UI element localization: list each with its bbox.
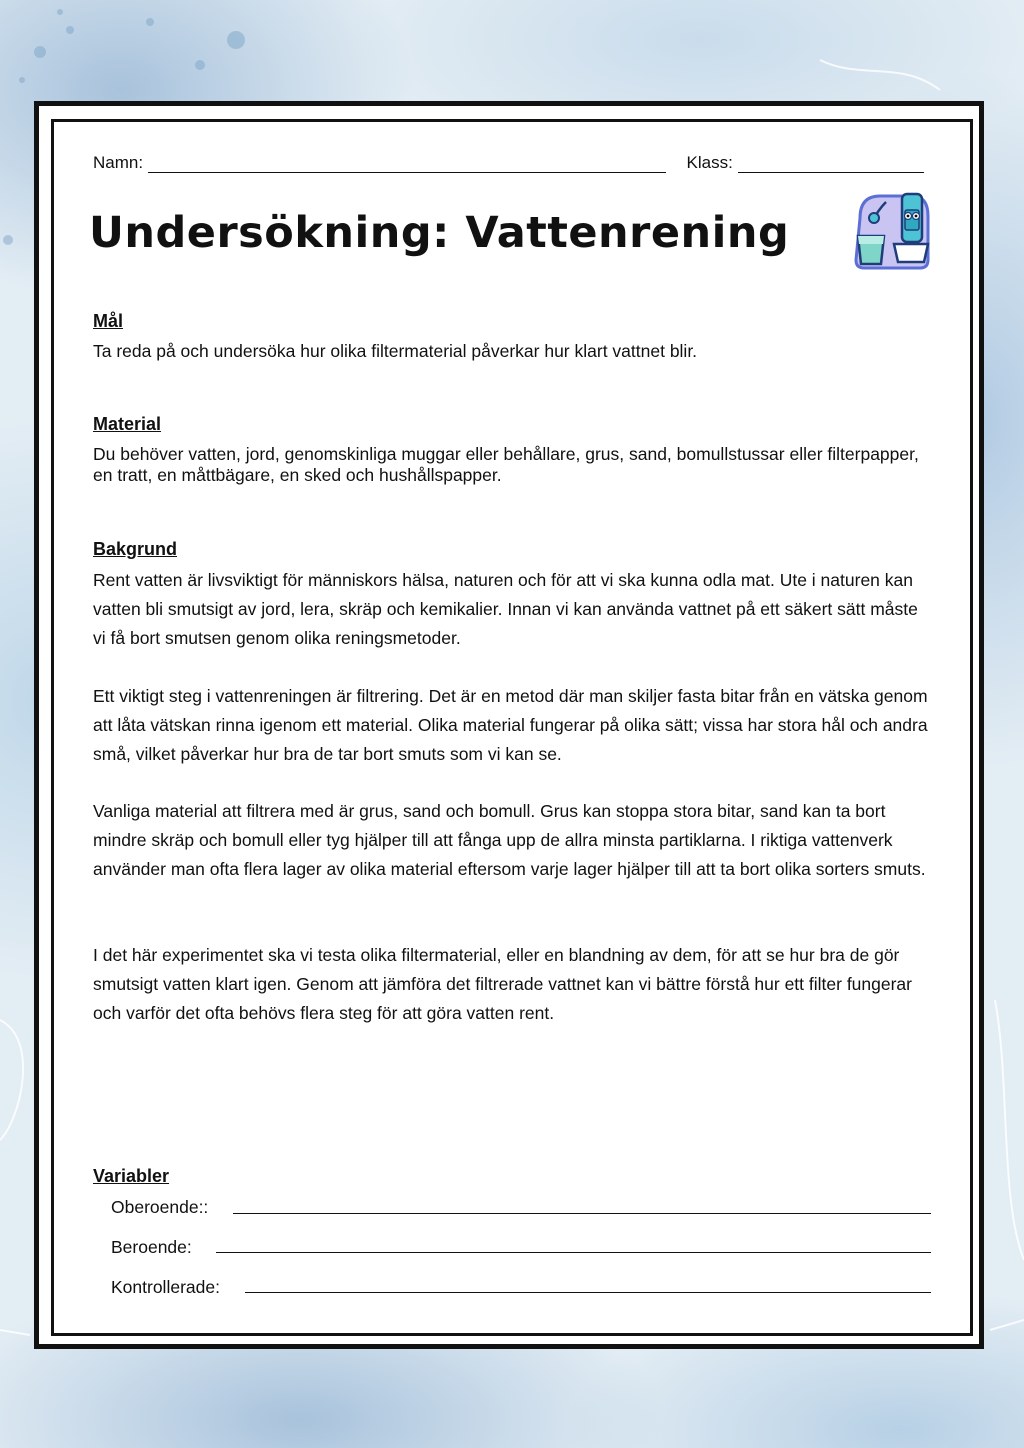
- water-filter-icon: [850, 188, 934, 272]
- controlled-variables-label: Kontrollerade:: [111, 1277, 220, 1297]
- independent-variable-label: Oberoende::: [111, 1197, 209, 1217]
- name-field[interactable]: [148, 152, 666, 173]
- variables-heading: Variabler: [93, 1166, 170, 1186]
- controlled-variables-field[interactable]: [245, 1292, 931, 1293]
- background-heading: Bakgrund: [93, 539, 178, 559]
- material-text: Du behöver vatten, jord, genomskinliga muggar eller behållare, grus, sand, bomullstussar eller filterpapper, en tratt, en måttbägare, en sked och hushållspapper.: [93, 444, 919, 485]
- background-paragraph-1: Rent vatten är livsviktigt för människors hälsa, naturen och för att vi ska kunna odla mat. Ute i naturen kan vatten bli smutsigt av jord, lera, skräp och kemikalier. Innan vi kan använda vattnet på ett säkert sätt måste vi få bort smutsen genom olika reningsmetoder.: [93, 570, 918, 648]
- goal-text: Ta reda på och undersöka hur olika filtermaterial påverkar hur klart vattnet blir.: [93, 341, 698, 361]
- dependent-variable-field[interactable]: [216, 1252, 931, 1253]
- independent-variable-field[interactable]: [233, 1213, 931, 1214]
- page-title: Undersökning: Vattenrening: [89, 208, 790, 258]
- class-field[interactable]: [738, 152, 924, 173]
- name-class-row: [93, 152, 924, 173]
- goal-heading: Mål: [93, 311, 124, 331]
- background-paragraph-4: I det här experimentet ska vi testa olika filtermaterial, eller en blandning av dem, för att se hur bra de gör smutsigt vatten klart igen. Genom att jämföra det filtrerade vattnet kan vi bättre förstå hur ett filter fungerar och varför det ofta behövs flera steg för att göra vatten rent.: [93, 945, 912, 1023]
- dependent-variable-label: Beroende:: [111, 1237, 192, 1257]
- material-heading: Material: [93, 414, 162, 434]
- class-label: Klass:: [686, 153, 733, 172]
- background-paragraph-2: Ett viktigt steg i vattenreningen är filtrering. Det är en metod där man skiljer fasta bitar från en vätska genom att låta vätskan rinna igenom ett material. Olika material fungerar på olika sätt; vissa har stora hål och andra små, vilket påverkar hur bra de tar bort smuts som vi kan se.: [93, 686, 928, 764]
- name-label: Namn:: [93, 153, 144, 172]
- background-paragraph-3: Vanliga material att filtrera med är grus, sand och bomull. Grus kan stoppa stora bitar, sand kan ta bort mindre skräp och bomull eller tyg hjälper till att fånga upp de allra minsta partiklarna. I riktiga vattenverk använder man ofta flera lager av olika material eftersom varje lager hjälper till att ta bort olika sorters smuts.: [93, 801, 926, 879]
